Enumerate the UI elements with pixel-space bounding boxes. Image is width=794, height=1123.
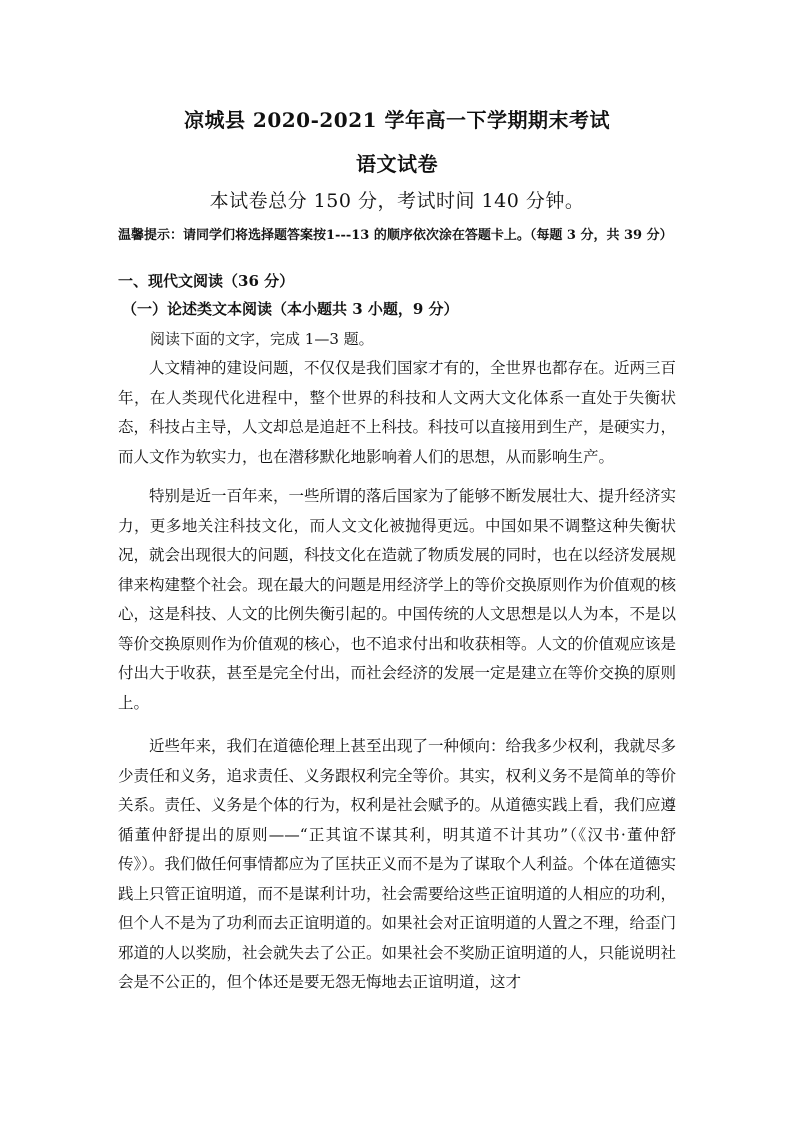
passage-paragraph: 近些年来，我们在道德伦理上甚至出现了一种倾向：给我多少权利，我就尽多少责任和义务，追求责任、义务跟权利完全等价。其实，权利义务不是简单的等价关系。责任、义务是个体的行为，权利是社会赋予的。从道德实践上看，我们应遵循董仲舒提出的原则——“正其谊不谋其利，明其道不计其功”（《汉书·董仲舒传》）。我们做任何事情都应为了匡扶正义而不是为了谋取个人利益。个体在道德实践上只管正谊明道，而不是谋利计功，社会需要给这些正谊明道的人相应的功利，但个人不是为了功利而去正谊明道的。如果社会对正谊明道的人置之不理，给歪门邪道的人以奖励，社会就失去了公正。如果社会不奖励正谊明道的人，只能说明社会是不公正的，但个体还是要无怨无悔地去正谊明道，这才 (118, 737, 677, 991)
warm-tip: 温馨提示：请同学们将选择题答案按1---13 的顺序依次涂在答题卡上。（每题 3 分，共 39 分） (118, 228, 673, 243)
passage-paragraph: 特别是近一百年来，一些所谓的落后国家为了能够不断发展壮大、提升经济实力，更多地关注科技文化，而人文文化被抛得更远。中国如果不调整这种失衡状况，就会出现很大的问题，科技文化在造就了物质发展的同时，也在以经济发展规律来构建整个社会。现在最大的问题是用经济学上的等价交换原则作为价值观的核心，这是科技、人文的比例失衡引起的。中国传统的人文思想是以人为本，不是以等价交换原则作为价值观的核心，也不追求付出和收获相等。人文的价值观应该是付出大于收获，甚至是完全付出，而社会经济的发展一定是建立在等价交换的原则上。 (118, 487, 677, 712)
subject-title: 语文试卷 (356, 152, 438, 176)
section-heading: 一、现代文阅读（36 分） (118, 272, 295, 290)
exam-info: 本试卷总分 150 分，考试时间 140 分钟。 (209, 190, 585, 212)
passage-paragraph: 人文精神的建设问题，不仅仅是我们国家才有的，全世界也都存在。近两三百年，在人类现代化进程中，整个世界的科技和人文两大文化体系一直处于失衡状态，科技占主导，人文却总是追赶不上科技。科技可以直接用到生产，是硬实力，而人文作为软实力，也在潜移默化地影响着人们的思想，从而影响生产。 (118, 359, 677, 466)
exam-title: 凉城县 2020-2021 学年高一下学期期末考试 (183, 108, 611, 132)
subsection-heading: （一）论述类文本阅读（本小题共 3 小题，9 分） (122, 300, 459, 318)
reading-instruction: 阅读下面的文字，完成 1—3 题。 (150, 330, 374, 348)
